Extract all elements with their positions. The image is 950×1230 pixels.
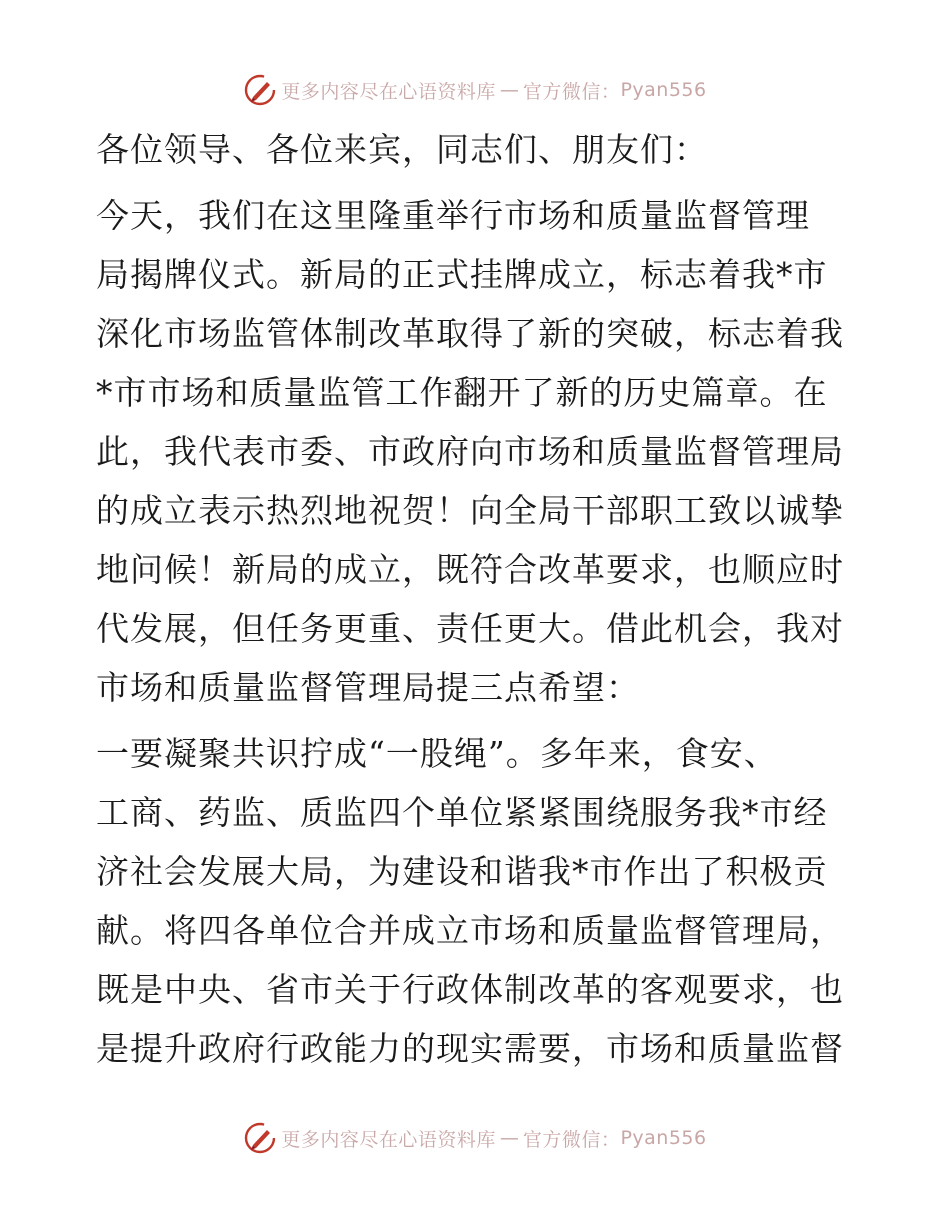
speech-body <box>96 120 856 1078</box>
watermark-text: 更多内容尽在心语资料库 <box>281 1128 496 1151</box>
text-line: 一要凝聚共识拧成“一股绳”。多年来，食安、 <box>96 734 778 773</box>
watermark-dash: — <box>499 79 519 101</box>
text-line: 代发展，但任务更重、责任更大。借此机会，我对 <box>96 609 844 648</box>
text-line: 各位领导、各位来宾，同志们、朋友们： <box>96 130 708 169</box>
watermark-official: 官方微信： <box>522 1128 621 1151</box>
text-line: 深化市场监管体制改革取得了新的突破，标志着我 <box>96 314 844 353</box>
text-line: 是提升政府行政能力的现实需要，市场和质量监督 <box>96 1029 844 1068</box>
text-line: *市市场和质量监管工作翻开了新的历史篇章。在 <box>96 373 828 412</box>
watermark-text: 更多内容尽在心语资料库 <box>281 80 496 103</box>
text-line: 工商、药监、质监四个单位紧紧围绕服务我*市经 <box>96 793 828 832</box>
watermark-id: Pyan556 <box>620 79 707 101</box>
watermark-dash: — <box>499 1127 519 1149</box>
watermark-official: 官方微信： <box>522 80 621 103</box>
text-line: 地问候！新局的成立，既符合改革要求，也顺应时 <box>96 550 844 589</box>
text-line: 此，我代表市委、市政府向市场和质量监督管理局 <box>96 432 844 471</box>
text-line: 济社会发展大局，为建设和谐我*市作出了积极贡 <box>96 852 828 891</box>
watermark-id: Pyan556 <box>620 1127 707 1149</box>
text-line: 今天，我们在这里隆重举行市场和质量监督管理 <box>96 196 810 235</box>
pen-logo-icon <box>243 1121 277 1155</box>
text-line: 既是中央、省市关于行政体制改革的客观要求，也 <box>96 970 844 1009</box>
watermark-footer <box>0 1118 950 1158</box>
text-line: 献。将四各单位合并成立市场和质量监督管理局， <box>96 911 844 950</box>
paragraph-greeting <box>96 120 856 179</box>
text-line: 的成立表示热烈地祝贺！向全局干部职工致以诚挚 <box>96 491 844 530</box>
watermark-header <box>0 70 950 110</box>
pen-logo-icon <box>243 73 277 107</box>
text-line: 市场和质量监督管理局提三点希望： <box>96 668 640 707</box>
paragraph-first-hope <box>96 724 856 1078</box>
text-line: 局揭牌仪式。新局的正式挂牌成立，标志着我*市 <box>96 255 828 294</box>
paragraph-opening <box>96 186 856 717</box>
